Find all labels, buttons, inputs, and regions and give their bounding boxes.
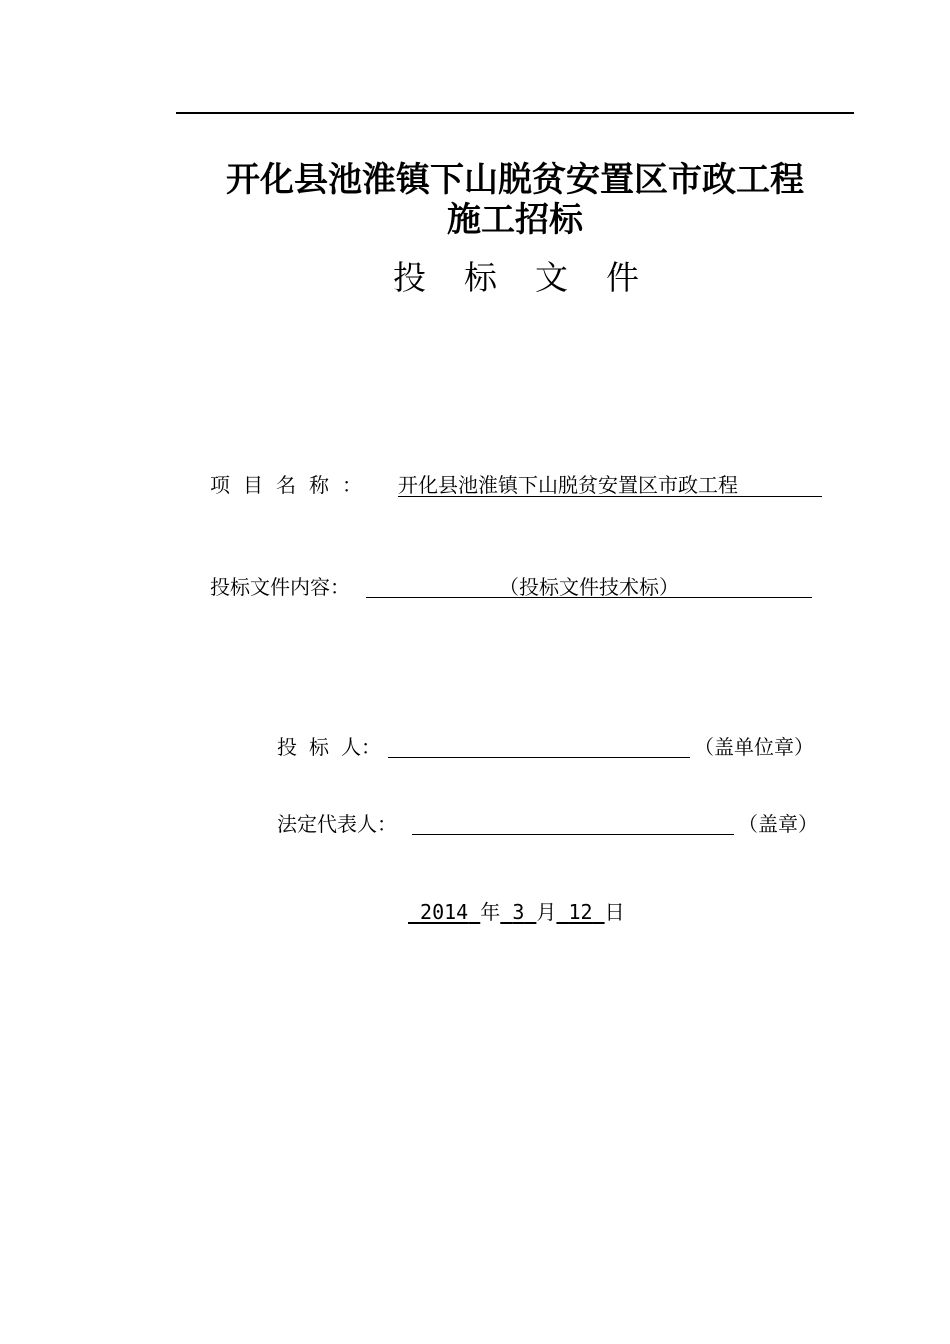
date-day-unit: 日 (604, 900, 625, 924)
document-type-heading: 投标文件 (393, 258, 677, 297)
date-month-unit: 月 (536, 900, 557, 924)
bidder-label (277, 733, 381, 761)
bidder-label-part-3: 人： (341, 735, 381, 759)
date-month: 3 (512, 900, 525, 924)
legal-representative-signature-line[interactable] (412, 810, 734, 835)
project-name-label: 项目名称： (210, 473, 375, 497)
legal-representative-label: 法定代表人： (277, 812, 397, 836)
document-title-line-1: 开化县池淮镇下山脱贫安置区市政工程 (226, 160, 804, 200)
bidder-label-part-1: 投 (277, 735, 297, 759)
document-content-label: 投标文件内容： (210, 575, 350, 599)
header-rule (176, 112, 854, 114)
date-year-unit: 年 (480, 900, 501, 924)
document-content-value: （投标文件技术标） (366, 573, 812, 598)
document-title-line-2: 施工招标 (447, 200, 583, 240)
legal-representative-seal-note: （盖章） (738, 812, 818, 836)
bidder-label-part-2: 标 (309, 735, 329, 759)
bidder-signature-line[interactable] (388, 733, 690, 758)
date-year: 2014 (420, 900, 469, 924)
bidder-seal-note: （盖单位章） (694, 735, 814, 759)
document-date (408, 898, 625, 926)
date-day: 12 (568, 900, 593, 924)
project-name-value: 开化县池淮镇下山脱贫安置区市政工程 (398, 471, 822, 497)
